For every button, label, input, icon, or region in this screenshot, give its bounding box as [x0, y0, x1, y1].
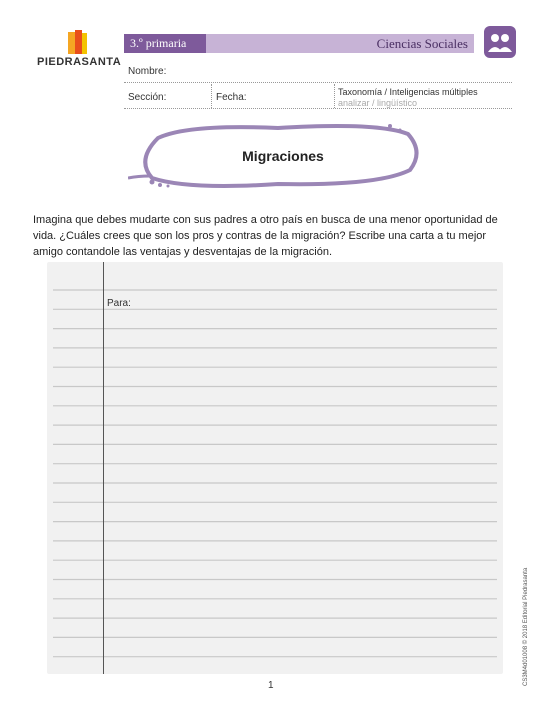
taxonomy-detail: analizar / lingüístico — [338, 98, 418, 108]
para-label[interactable]: Para: — [107, 298, 131, 309]
row-separator — [334, 84, 335, 108]
ruled-lines — [47, 262, 503, 674]
seccion-label: Sección: — [128, 92, 167, 103]
books-logo-icon — [62, 30, 92, 56]
seccion-line — [124, 108, 512, 109]
row-separator — [211, 84, 212, 108]
grade-label: 3.º primaria — [124, 34, 206, 53]
publisher-logo-text: PIEDRASANTA — [37, 56, 122, 68]
worksheet-title: Migraciones — [242, 148, 324, 164]
nombre-line — [124, 82, 512, 83]
people-group-icon — [484, 26, 516, 58]
fecha-label: Fecha: — [216, 92, 247, 103]
instructions-text: Imagina que debes mudarte con sus padres a otro país en busca de una menor oportunidad de vida. ¿Cuáles crees que son los pros y contras de la migración? Escribe una carta a tu mejor amigo contandole las ventajas y desventajas de la migración. — [33, 214, 498, 258]
copyright-text: CS3M4d01008 © 2018 Editorial Piedrasanta — [523, 567, 529, 686]
nombre-label: Nombre: — [128, 66, 167, 77]
page-number: 1 — [268, 680, 274, 691]
taxonomy-label: Taxonomía / Inteligencias múltiples — [338, 87, 478, 97]
subject-title: Ciencias Sociales — [206, 34, 474, 53]
margin-line — [103, 262, 104, 674]
